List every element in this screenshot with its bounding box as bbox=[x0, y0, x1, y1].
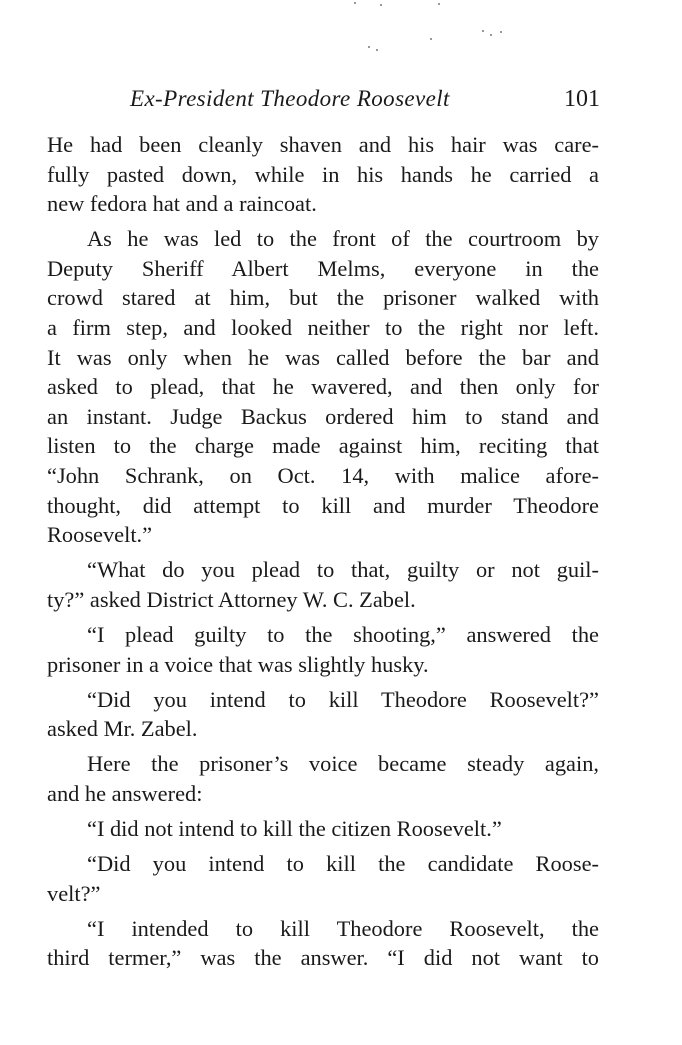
text-line: Roosevelt.” bbox=[47, 522, 153, 548]
text-line: ty?” asked District Attorney W. C. Zabel. bbox=[47, 586, 416, 612]
running-title: Ex-President Theodore Roosevelt bbox=[130, 86, 450, 111]
text-line: a firm step, and looked neither to the right nor left. bbox=[47, 315, 599, 341]
scan-speck bbox=[490, 34, 492, 36]
scan-speck bbox=[500, 31, 502, 33]
scan-speck bbox=[482, 30, 484, 32]
page-number: 101 bbox=[564, 86, 600, 112]
scan-specks bbox=[340, 0, 540, 60]
paragraph bbox=[47, 814, 599, 844]
text-line: “I intended to kill Theodore Roosevelt, the bbox=[87, 915, 599, 941]
scan-speck bbox=[368, 46, 370, 48]
text-line: “What do you plead to that, guilty or not guil- bbox=[87, 557, 599, 583]
text-line: Deputy Sheriff Albert Melms, everyone in the bbox=[47, 255, 599, 281]
scan-speck bbox=[438, 3, 440, 5]
scan-speck bbox=[376, 49, 378, 51]
text-line: “Did you intend to kill the candidate Roose- bbox=[87, 851, 599, 877]
paragraph bbox=[47, 224, 599, 550]
text-line: prisoner in a voice that was slightly husky. bbox=[47, 651, 429, 677]
text-line: “I did not intend to kill the citizen Roosevelt.” bbox=[87, 816, 502, 842]
text-line: As he was led to the front of the courtroom by bbox=[87, 226, 599, 252]
text-line: crowd stared at him, but the prisoner walked with bbox=[47, 285, 599, 311]
paragraph bbox=[47, 849, 599, 908]
text-line: velt?” bbox=[47, 880, 101, 906]
text-line: thought, did attempt to kill and murder Theodore bbox=[47, 492, 599, 518]
text-line: new fedora hat and a raincoat. bbox=[47, 191, 317, 217]
paragraph bbox=[47, 555, 599, 614]
text-line: third termer,” was the answer. “I did not want to bbox=[47, 945, 599, 971]
text-line: “John Schrank, on Oct. 14, with malice afore- bbox=[47, 463, 599, 489]
text-line: “I plead guilty to the shooting,” answered the bbox=[87, 622, 599, 647]
paragraph bbox=[47, 914, 599, 973]
text-line: asked to plead, that he wavered, and then only for bbox=[47, 374, 599, 400]
text-line: Here the prisoner’s voice became steady again, bbox=[87, 751, 599, 777]
scan-speck bbox=[380, 4, 382, 6]
text-line: It was only when he was called before the bar and bbox=[47, 344, 599, 370]
text-line: and he answered: bbox=[47, 780, 203, 806]
paragraph bbox=[47, 620, 599, 679]
paragraph bbox=[47, 685, 599, 744]
text-line: an instant. Judge Backus ordered him to stand and bbox=[47, 403, 599, 429]
text-line: asked Mr. Zabel. bbox=[47, 716, 198, 742]
text-line: listen to the charge made against him, reciting that bbox=[47, 433, 599, 459]
paragraph bbox=[47, 130, 599, 219]
running-head bbox=[130, 82, 600, 116]
text-line: fully pasted down, while in his hands he carried a bbox=[47, 161, 599, 187]
body-text bbox=[47, 130, 599, 990]
scan-speck bbox=[354, 2, 356, 4]
text-line: He had been cleanly shaven and his hair was care- bbox=[47, 132, 599, 157]
paragraph bbox=[47, 749, 599, 808]
scan-speck bbox=[430, 38, 432, 40]
text-line: “Did you intend to kill Theodore Roosevelt?” bbox=[87, 686, 599, 712]
